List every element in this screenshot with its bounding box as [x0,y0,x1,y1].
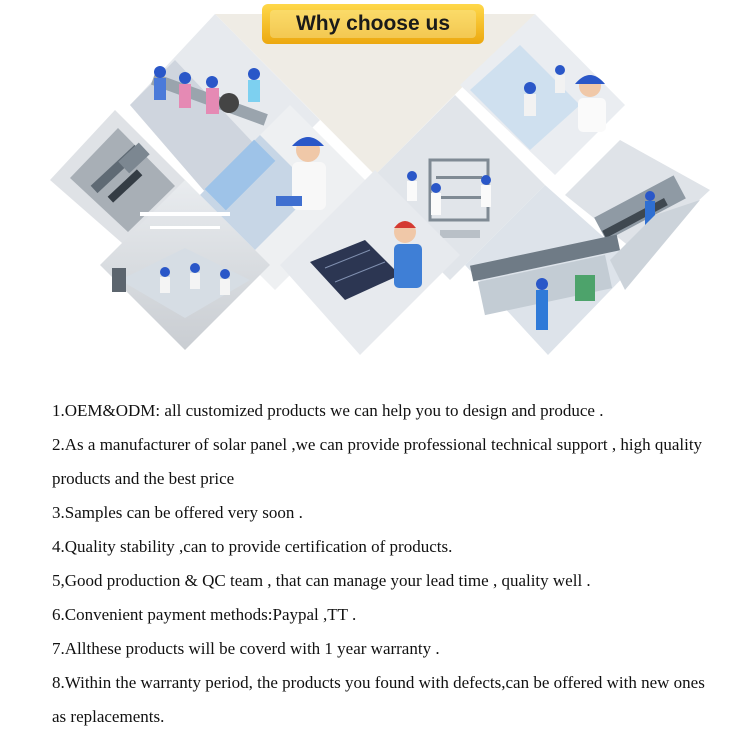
factory-photo-collage [0,0,750,370]
advantage-item: 1.OEM&ODM: all customized products we can help you to design and produce . [52,401,604,420]
advantage-item: 4.Quality stability ,can to provide certification of products. [52,537,453,556]
why-choose-us-title: Why choose us [295,12,451,35]
advantage-item: 7.Allthese products will be coverd with 1 year warranty . [52,639,440,658]
advantage-item: 8.Within the warranty period, the products you found with defects,can be offered with new ones as replacements. [52,673,705,726]
advantage-item: 6.Convenient payment methods:Paypal ,TT . [52,605,357,624]
advantage-item: 3.Samples can be offered very soon . [52,503,303,522]
advantage-item: 2.As a manufacturer of solar panel ,we can provide professional technical support , high quality products and the best price [52,435,703,488]
advantages-list [52,394,722,734]
advantage-item: 5,Good production & QC team , that can manage your lead time , quality well . [52,571,591,590]
